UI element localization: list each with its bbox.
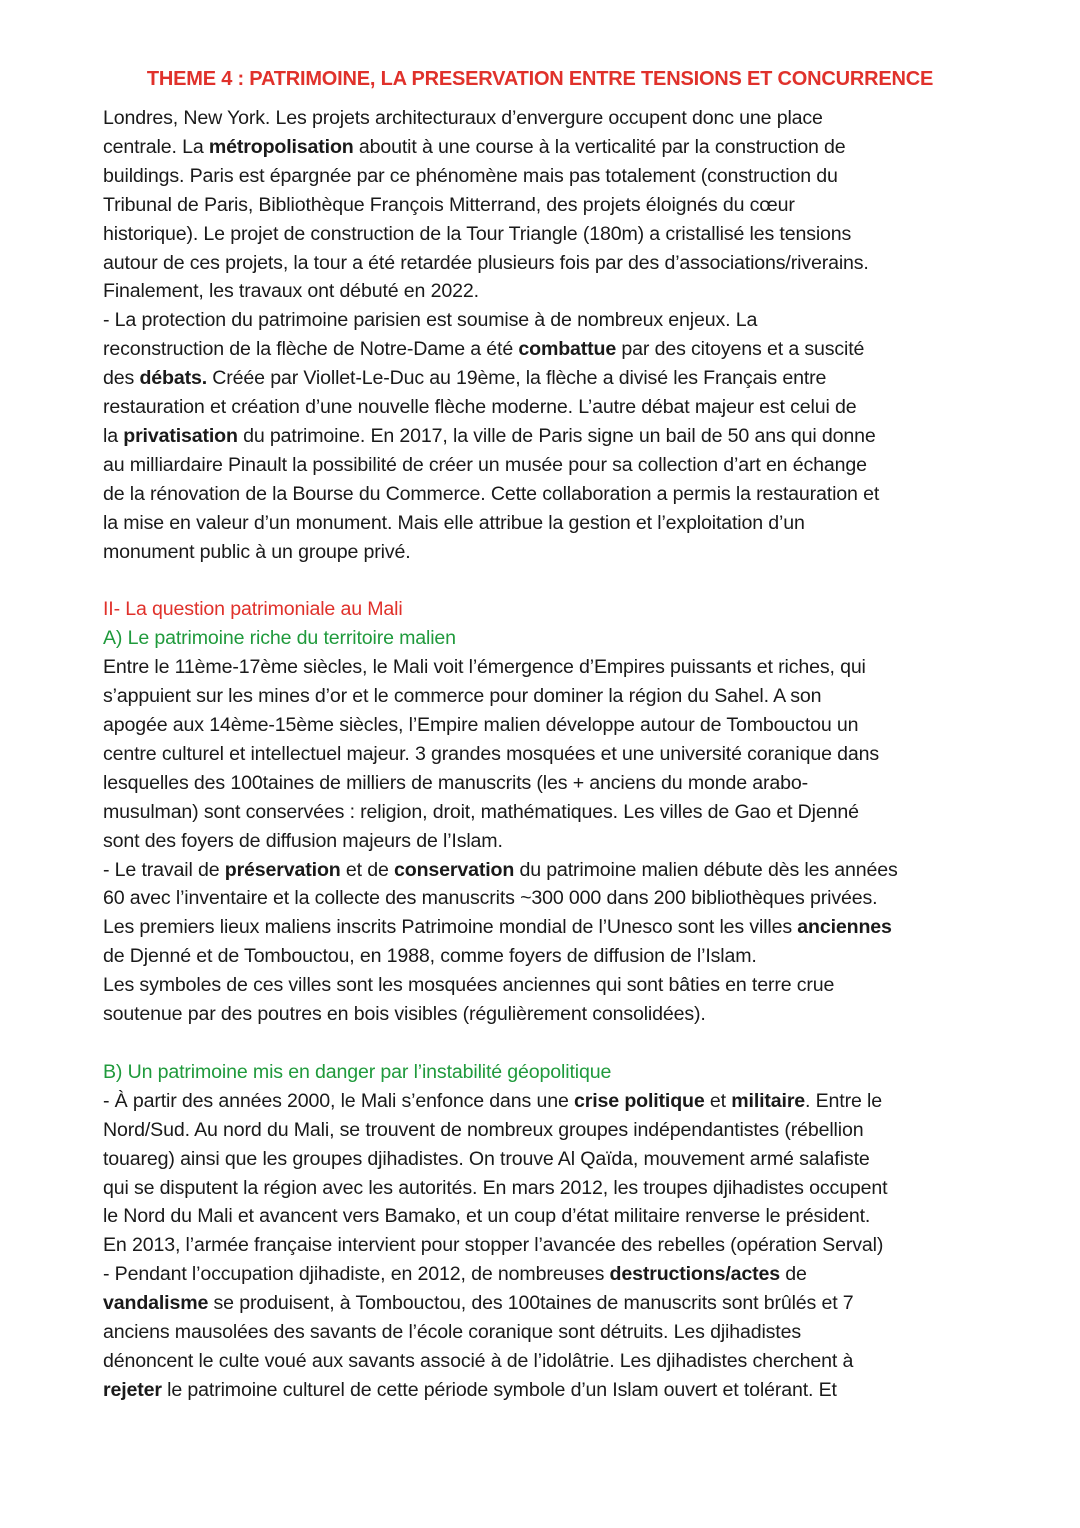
text-segment: Les premiers lieux maliens inscrits Patrimoine mondial de l’Unesco sont les villes [103, 916, 798, 939]
text-segment: - Pendant l’occupation djihadiste, en 2012, de nombreuses [103, 1263, 610, 1286]
text-segment: Londres, New York. Les projets architecturaux d’envergure occupent donc une place [103, 107, 823, 129]
text-line [103, 162, 983, 191]
text-line [103, 827, 983, 856]
bold-term: militaire [731, 1089, 806, 1112]
bold-term: conservation [394, 858, 515, 881]
text-line [103, 191, 983, 220]
text-line [103, 1145, 983, 1174]
text-segment: anciens mausolées des savants de l’école coranique sont détruits. Les djihadistes [103, 1321, 801, 1344]
text-line [103, 1116, 983, 1145]
text-segment: la [103, 424, 124, 447]
text-line [103, 335, 983, 364]
text-segment: touareg) ainsi que les groupes djihadistes. On trouve Al Qaïda, mouvement armé salafiste [103, 1147, 870, 1170]
text-line [103, 740, 983, 769]
text-segment: s’appuient sur les mines d’or et le commerce pour dominer la région du Sahel. A son [103, 685, 822, 708]
text-line [103, 653, 983, 682]
text-line [103, 509, 983, 538]
text-segment: Créée par Viollet-Le-Duc au 19ème, la flèche a divisé les Français entre [207, 367, 827, 390]
page-title: THEME 4 : PATRIMOINE, LA PRESERVATION ENTRE TENSIONS ET CONCURRENCE [146, 68, 934, 90]
bold-term: anciennes [797, 916, 892, 939]
bold-term: vandalisme [103, 1292, 209, 1315]
text-line [103, 1174, 983, 1203]
text-line [103, 884, 983, 913]
text-line [103, 1260, 983, 1289]
text-segment: et de [340, 858, 394, 881]
text-segment: sont des foyers de diffusion majeurs de l’Islam. [103, 829, 503, 852]
text-segment: du patrimoine. En 2017, la ville de Paris signe un bail de 50 ans qui donne [237, 424, 876, 447]
text-line [103, 249, 983, 278]
text-line [103, 220, 983, 249]
text-line [103, 1087, 983, 1116]
text-segment: Tribunal de Paris, Bibliothèque François Mitterrand, des projets éloignés du cœur [103, 193, 795, 216]
text-segment: centrale. La [103, 135, 209, 158]
bold-term: préservation [224, 858, 341, 881]
text-segment: aboutit à une course à la verticalité par la construction de [353, 135, 846, 158]
text-segment: de Djenné et de Tombouctou, en 1988, comme foyers de diffusion de l’Islam. [103, 945, 757, 968]
text-segment: apogée aux 14ème-15ème siècles, l’Empire malien développe autour de Tombouctou un [103, 714, 859, 737]
bold-term: débats. [139, 367, 207, 390]
text-segment: par des citoyens et a suscité [616, 338, 865, 361]
text-line [103, 133, 983, 162]
text-segment: musulman) sont conservées : religion, droit, mathématiques. Les villes de Gao et Djenné [103, 800, 859, 823]
text-line [103, 393, 983, 422]
text-segment: qui se disputent la région avec les autorités. En mars 2012, les troupes djihadistes occupent [103, 1176, 888, 1199]
text-line [103, 306, 983, 335]
text-segment: - La protection du patrimoine parisien est soumise à de nombreux enjeux. La [103, 309, 758, 332]
text-segment: le Nord du Mali et avancent vers Bamako, et un coup d’état militaire renverse le président. [103, 1205, 871, 1228]
text-line [103, 769, 983, 798]
text-line [103, 856, 983, 885]
text-segment: . Entre le [805, 1089, 882, 1112]
bold-term: destructions/actes [609, 1263, 780, 1286]
text-line [103, 1347, 983, 1376]
text-segment: reconstruction de la flèche de Notre-Dame a été [103, 338, 519, 361]
text-line [103, 451, 983, 480]
text-segment: Les symboles de ces villes sont les mosquées anciennes qui sont bâties en terre crue [103, 974, 835, 997]
text-line [103, 422, 983, 451]
text-line [103, 364, 983, 393]
text-segment: le patrimoine culturel de cette période symbole d’un Islam ouvert et tolérant. Et [161, 1378, 837, 1401]
text-segment: et [704, 1089, 732, 1112]
bold-term: métropolisation [208, 135, 354, 158]
text-segment: A) Le patrimoine riche du territoire malien [103, 627, 456, 650]
bold-term: rejeter [103, 1378, 162, 1401]
text-line [103, 1000, 983, 1029]
text-segment: - À partir des années 2000, le Mali s’enfonce dans une [103, 1089, 575, 1112]
bold-term: crise politique [574, 1089, 705, 1112]
text-line [103, 913, 983, 942]
text-segment: buildings. Paris est épargnée par ce phénomène mais pas totalement (construction du [103, 164, 838, 187]
text-segment: 60 avec l’inventaire et la collecte des manuscrits ~300 000 dans 200 bibliothèques privées. [103, 887, 878, 910]
text-segment: du patrimoine malien débute dès les années [514, 858, 898, 881]
text-line [103, 277, 983, 306]
text-segment: Finalement, les travaux ont débuté en 2022. [103, 280, 479, 303]
text-segment: de la rénovation de la Bourse du Commerce. Cette collaboration a permis la restauration et [103, 482, 880, 505]
text-segment: monument public à un groupe privé. [103, 540, 411, 563]
text-segment: soutenue par des poutres en bois visibles (régulièrement consolidées). [103, 1003, 706, 1026]
text-segment: restauration et création d’une nouvelle flèche moderne. L’autre débat majeur est celui de [103, 396, 857, 419]
text-segment: B) Un patrimoine mis en danger par l’instabilité géopolitique [103, 1060, 612, 1083]
text-line [103, 798, 983, 827]
text-line [103, 104, 983, 133]
text-segment: au milliardaire Pinault la possibilité de créer un musée pour sa collection d’art en échange [103, 453, 867, 476]
bold-term: combattue [518, 338, 617, 361]
text-line [103, 942, 983, 971]
text-line [103, 1376, 983, 1405]
text-segment: la mise en valeur d’un monument. Mais elle attribue la gestion et l’exploitation d’un [103, 511, 805, 534]
text-segment: autour de ces projets, la tour a été retardée plusieurs fois par des d’associations/riverains. [103, 251, 869, 274]
text-line [103, 1289, 983, 1318]
document-body [103, 104, 983, 1405]
text-line [103, 1231, 983, 1260]
bold-term: privatisation [123, 424, 238, 447]
text-line [103, 682, 983, 711]
text-segment: lesquelles des 100taines de milliers de manuscrits (les + anciens du monde arabo- [103, 771, 809, 794]
text-segment: se produisent, à Tombouctou, des 100taines de manuscrits sont brûlés et 7 [208, 1292, 854, 1315]
text-segment: Entre le 11ème-17ème siècles, le Mali voit l’émergence d’Empires puissants et riches, qui [103, 656, 866, 679]
text-line [103, 1202, 983, 1231]
text-segment: Nord/Sud. Au nord du Mali, se trouvent de nombreux groupes indépendantistes (rébellion [103, 1118, 864, 1141]
text-segment: des [103, 367, 140, 390]
text-line [103, 711, 983, 740]
section-heading [103, 595, 983, 624]
text-segment: centre culturel et intellectuel majeur. 3 grandes mosquées et une université coranique dans [103, 742, 880, 765]
text-line [103, 1318, 983, 1347]
blank-line [103, 567, 983, 596]
text-segment: En 2013, l’armée française intervient pour stopper l’avancée des rebelles (opération Serval) [103, 1234, 884, 1257]
blank-line [103, 1029, 983, 1058]
text-segment: II- La question patrimoniale au Mali [103, 598, 403, 621]
subsection-heading [103, 624, 983, 653]
text-segment: de [779, 1263, 807, 1286]
text-line [103, 971, 983, 1000]
text-line [103, 538, 983, 567]
text-line [103, 480, 983, 509]
text-segment: dénoncent le culte voué aux savants associé à de l’idolâtrie. Les djihadistes cherchent à [103, 1349, 854, 1372]
text-segment: historique). Le projet de construction de la Tour Triangle (180m) a cristallisé les tensions [103, 222, 852, 245]
subsection-heading [103, 1058, 983, 1087]
text-segment: - Le travail de [103, 858, 225, 881]
